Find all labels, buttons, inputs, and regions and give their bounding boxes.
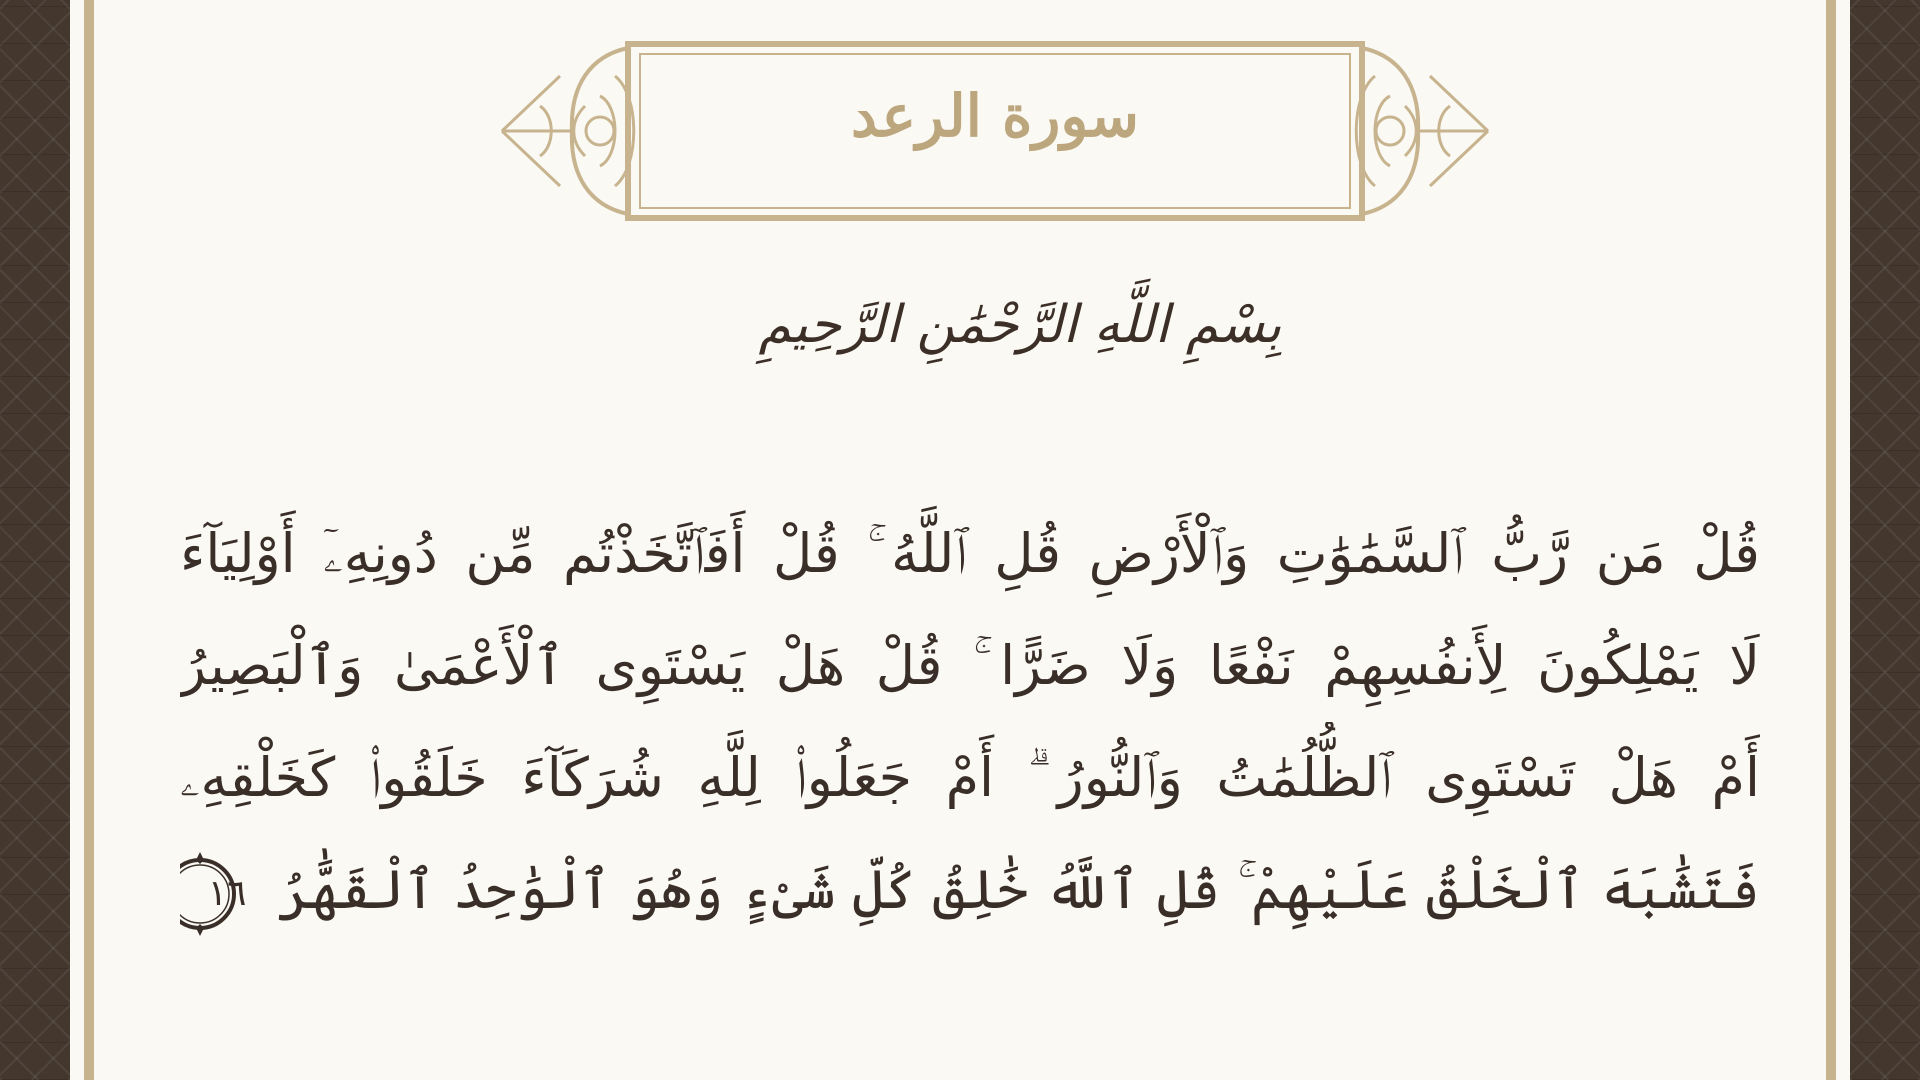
ayah-number: ١٦ <box>207 873 247 914</box>
left-gold-rule <box>84 0 94 1080</box>
right-lattice-border <box>1850 0 1920 1080</box>
verse-line: أَمْ هَلْ تَسْتَوِى ٱلظُّلُمَٰتُ وَٱلنُّورُ ۗ أَمْ جَعَلُوا۟ لِلَّهِ شُرَكَآءَ خَلَقُوا۟ كَخَلْقِهِۦ <box>180 746 1760 809</box>
verse-line-last <box>180 834 1760 946</box>
verse-line: قُلْ مَن رَّبُّ ٱلسَّمَٰوَٰتِ وَٱلْأَرْضِ قُلِ ٱللَّهُ ۚ قُلْ أَفَٱتَّخَذْتُم مِّن دُونِهِۦٓ أَوْلِيَآءَ <box>180 522 1760 585</box>
verse-text <box>180 498 1760 946</box>
verse-line: لَا يَمْلِكُونَ لِأَنفُسِهِمْ نَفْعًا وَلَا ضَرًّا ۚ قُلْ هَلْ يَسْتَوِى ٱلْأَعْمَىٰ وَٱلْبَصِيرُ <box>180 634 1760 697</box>
left-lattice-border <box>0 0 70 1080</box>
verse-line-text: فَتَشَٰبَهَ ٱلْخَلْقُ عَلَيْهِمْ ۚ قُلِ ٱللَّهُ خَٰلِقُ كُلِّ شَىْءٍ وَهُوَ ٱلْوَٰحِدُ ٱلْقَهَّٰرُ <box>277 858 1760 921</box>
ayah-end-marker <box>180 848 246 940</box>
right-gold-rule <box>1826 0 1836 1080</box>
surah-title: سورة الرعد <box>851 82 1139 150</box>
quran-page <box>70 0 1850 1080</box>
basmala: بِسْمِ اللَّهِ الرَّحْمَٰنِ الرَّحِيمِ <box>758 295 1282 355</box>
surah-header-frame <box>500 36 1490 226</box>
